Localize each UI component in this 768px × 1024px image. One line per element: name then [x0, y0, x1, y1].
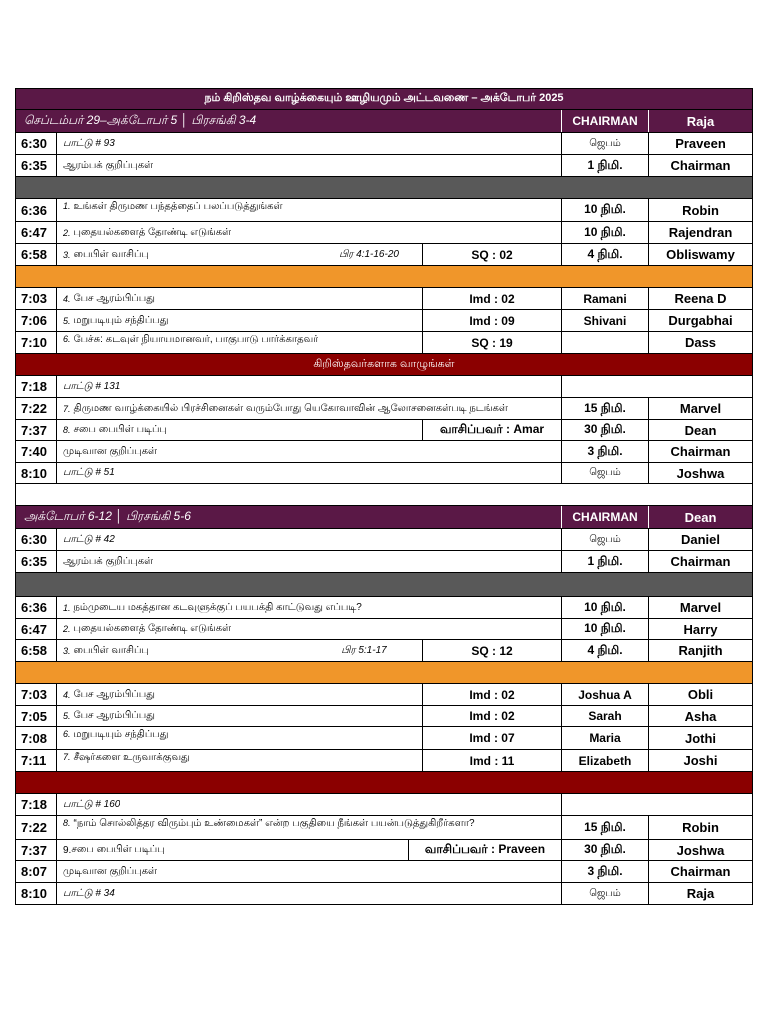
- assignee: Robin: [648, 816, 752, 839]
- part-number: 4.: [63, 689, 71, 700]
- part-number: 5.: [63, 315, 71, 326]
- time: 7:05: [16, 706, 57, 726]
- duration: 15 நிமி.: [561, 816, 648, 839]
- reader: வாசிப்பவர் : Amar: [422, 420, 561, 440]
- part-text: பேச ஆரம்பிப்பது: [73, 688, 155, 700]
- part-text: பைபிள் வாசிப்பு: [73, 644, 149, 656]
- study-point: Imd : 11: [422, 750, 561, 771]
- assignee: Obliswamy: [648, 244, 752, 265]
- part-text: புதையல்களைத் தோண்டி எடுங்கள்: [73, 226, 232, 238]
- duration: 1 நிமி.: [561, 551, 648, 572]
- time: 6:35: [16, 155, 57, 176]
- section-band-ministry: [15, 662, 753, 684]
- assignee: Joshwa: [648, 463, 752, 483]
- part-title: [57, 222, 231, 243]
- time: 7:10: [16, 332, 57, 353]
- time: 7:11: [16, 750, 57, 771]
- part-title: [57, 310, 168, 331]
- part-number: 9.: [63, 844, 72, 856]
- part-text: நம்முடைய மகத்தான கடவுளுக்குப் பயபக்தி காட்டுவது எப்படி?: [73, 601, 362, 613]
- program-row: [15, 376, 753, 398]
- assignee: Dean: [648, 420, 752, 440]
- part-number: 3.: [63, 249, 71, 260]
- assistant: Ramani: [561, 288, 648, 309]
- duration: 30 நிமி.: [561, 420, 648, 440]
- program-row: [15, 684, 753, 706]
- part-title: பாட்டு # 42: [63, 533, 115, 545]
- part-title: [57, 619, 231, 639]
- part-text: பேச ஆரம்பிப்பது: [73, 710, 155, 721]
- part-title: [57, 640, 149, 661]
- section-band-ministry: [15, 266, 753, 288]
- program-row: [15, 840, 753, 861]
- time: 6:30: [16, 133, 57, 154]
- assistant: Shivani: [561, 310, 648, 331]
- program-row: [15, 640, 753, 662]
- program-row: [15, 883, 753, 905]
- program-row: [15, 155, 753, 177]
- duration: [561, 794, 752, 815]
- scripture-reference: பிர 5:1-17: [341, 644, 387, 656]
- program-row: [15, 398, 753, 420]
- part-text: மறுபடியும் சந்திப்பது: [73, 314, 169, 326]
- study-point: Imd : 02: [422, 288, 561, 309]
- program-row: [15, 441, 753, 463]
- part-title: [57, 420, 167, 440]
- reader: வாசிப்பவர் : Praveen: [408, 840, 561, 860]
- part-text: புதையல்களைத் தோண்டி எடுங்கள்: [73, 623, 232, 634]
- time: 6:58: [16, 244, 57, 265]
- program-row: [15, 727, 753, 750]
- time: 6:35: [16, 551, 57, 572]
- program-row: [15, 199, 753, 222]
- assignee: Chairman: [648, 155, 752, 176]
- assignee: Dass: [648, 332, 752, 353]
- program-row: [15, 750, 753, 772]
- part-number: 7.: [63, 403, 71, 414]
- program-row: [15, 529, 753, 551]
- duration: ஜெபம்: [561, 133, 648, 154]
- program-row: [15, 597, 753, 619]
- assignee: Asha: [648, 706, 752, 726]
- chairman-label: CHAIRMAN: [561, 506, 648, 528]
- part-title: பாட்டு # 34: [63, 887, 115, 899]
- document-title: நம் கிறிஸ்தவ வாழ்க்கையும் ஊழியமும் அட்டவணை – அக்டோபர் 2025: [204, 92, 564, 104]
- section-band-living: [15, 354, 753, 376]
- time: 7:03: [16, 684, 57, 705]
- part-text: பைபிள் வாசிப்பு: [73, 248, 149, 260]
- program-row: [15, 332, 753, 354]
- time: 6:58: [16, 640, 57, 661]
- assignee: Joshwa: [648, 840, 752, 860]
- part-number: 7.: [63, 752, 71, 762]
- assignee: Marvel: [648, 398, 752, 419]
- part-title: [57, 398, 508, 419]
- part-title: பாட்டு # 93: [63, 137, 115, 149]
- part-number: 5.: [63, 711, 71, 721]
- part-title: [57, 199, 283, 221]
- part-text: திருமண வாழ்க்கையில் பிரச்சினைகள் வரும்போது யெகோவாவின் ஆலோசனைகள்படி நடங்கள்: [73, 402, 508, 414]
- duration: 10 நிமி.: [561, 619, 648, 639]
- week-header: [15, 506, 753, 529]
- assignee: Obli: [648, 684, 752, 705]
- assignee: Raja: [648, 883, 752, 904]
- duration: 15 நிமி.: [561, 398, 648, 419]
- part-title: பாட்டு # 160: [63, 798, 121, 810]
- assistant: Maria: [561, 727, 648, 749]
- program-row: [15, 133, 753, 155]
- week-separator: [15, 484, 753, 506]
- schedule-table: [15, 88, 753, 905]
- duration: 10 நிமி.: [561, 597, 648, 618]
- assignee: Chairman: [648, 551, 752, 572]
- program-row: [15, 244, 753, 266]
- part-title: பாட்டு # 131: [63, 380, 121, 392]
- part-title: [57, 727, 168, 749]
- time: 8:07: [16, 861, 57, 882]
- part-number: 1.: [63, 201, 71, 211]
- duration: 3 நிமி.: [561, 861, 648, 882]
- duration: 4 நிமி.: [561, 244, 648, 265]
- part-number: 6.: [63, 334, 71, 344]
- part-text: சபை பைபிள் படிப்பு: [73, 424, 167, 435]
- duration: 30 நிமி.: [561, 840, 648, 860]
- scripture-reference: பிர 4:1-16-20: [339, 248, 399, 260]
- part-title: [57, 288, 155, 309]
- part-title: முடிவான குறிப்புகள்: [63, 865, 158, 877]
- time: 7:22: [16, 816, 57, 839]
- duration: 4 நிமி.: [561, 640, 648, 661]
- program-row: [15, 619, 753, 640]
- study-point: SQ : 02: [422, 244, 561, 265]
- section-band-treasures: [15, 177, 753, 199]
- part-text: சபை பைபிள் படிப்பு: [71, 844, 165, 855]
- time: 6:36: [16, 597, 57, 618]
- duration: ஜெபம்: [561, 883, 648, 904]
- chairman-name: Dean: [648, 506, 752, 528]
- part-text: உங்கள் திருமண பந்தத்தைப் பலப்படுத்துங்கள்: [73, 201, 283, 212]
- assignee: Marvel: [648, 597, 752, 618]
- part-title: [57, 840, 165, 860]
- program-row: [15, 288, 753, 310]
- assignee: Joshi: [648, 750, 752, 771]
- duration: 1 நிமி.: [561, 155, 648, 176]
- assignee: Chairman: [648, 441, 752, 462]
- duration: ஜெபம்: [561, 463, 648, 483]
- assistant: Joshua A: [561, 684, 648, 705]
- assignee: Ranjith: [648, 640, 752, 661]
- part-title: [57, 816, 475, 839]
- time: 7:18: [16, 794, 57, 815]
- assignee: Rajendran: [648, 222, 752, 243]
- assignee: Durgabhai: [648, 310, 752, 331]
- section-heading: கிறிஸ்தவர்களாக வாழுங்கள்: [313, 357, 455, 370]
- part-text: மறுபடியும் சந்திப்பது: [73, 729, 169, 740]
- part-number: 3.: [63, 645, 71, 656]
- part-title: ஆரம்பக் குறிப்புகள்: [63, 555, 154, 567]
- time: 8:10: [16, 883, 57, 904]
- time: 7:08: [16, 727, 57, 749]
- program-row: [15, 222, 753, 244]
- time: 7:06: [16, 310, 57, 331]
- study-point: Imd : 02: [422, 706, 561, 726]
- assignee: Praveen: [648, 133, 752, 154]
- part-number: 8.: [63, 425, 71, 435]
- part-number: 4.: [63, 293, 71, 304]
- section-band-living: [15, 772, 753, 794]
- program-row: [15, 861, 753, 883]
- chairman-name: Raja: [648, 110, 752, 132]
- program-row: [15, 551, 753, 573]
- study-point: Imd : 09: [422, 310, 561, 331]
- assignee: Jothi: [648, 727, 752, 749]
- week-heading: அக்டோபர் 6-12 │ பிரசங்கி 5-6: [24, 509, 191, 523]
- program-row: [15, 463, 753, 484]
- assignee: Reena D: [648, 288, 752, 309]
- assistant: [561, 332, 648, 353]
- assignee: Daniel: [648, 529, 752, 550]
- part-number: 2.: [63, 227, 71, 238]
- part-text: பேச்சு: கடவுள் நியாயமானவர், பாகுபாடு பார்க்காதவர்: [73, 334, 319, 345]
- part-number: 6.: [63, 729, 71, 739]
- duration: ஜெபம்: [561, 529, 648, 550]
- study-point: Imd : 02: [422, 684, 561, 705]
- study-point: SQ : 19: [422, 332, 561, 353]
- part-title: பாட்டு # 51: [63, 467, 115, 478]
- time: 8:10: [16, 463, 57, 483]
- part-title: [57, 684, 155, 705]
- assignee: Chairman: [648, 861, 752, 882]
- time: 7:03: [16, 288, 57, 309]
- program-row: [15, 420, 753, 441]
- program-row: [15, 816, 753, 840]
- study-point: Imd : 07: [422, 727, 561, 749]
- time: 6:30: [16, 529, 57, 550]
- program-row: [15, 310, 753, 332]
- part-number: 1.: [63, 602, 71, 613]
- part-title: முடிவான குறிப்புகள்: [63, 445, 158, 457]
- program-row: [15, 794, 753, 816]
- part-title: [57, 332, 318, 353]
- part-title: ஆரம்பக் குறிப்புகள்: [63, 159, 154, 171]
- week-heading: செப்டம்பர் 29–அக்டோபர் 5 │ பிரசங்கி 3-4: [24, 113, 257, 127]
- assignee: Robin: [648, 199, 752, 221]
- time: 7:22: [16, 398, 57, 419]
- schedule-title-row: [15, 88, 753, 110]
- part-text: பேச ஆரம்பிப்பது: [73, 292, 155, 304]
- time: 7:37: [16, 840, 57, 860]
- duration: 10 நிமி.: [561, 222, 648, 243]
- duration: 10 நிமி.: [561, 199, 648, 221]
- part-title: [57, 706, 155, 726]
- section-band-treasures: [15, 573, 753, 597]
- part-title: [57, 244, 149, 265]
- part-text: “நாம் சொல்லித்தர விரும்பும் உண்மைகள்” என்ற பகுதியை நீங்கள் பயன்படுத்துகிறீர்களா?: [73, 818, 475, 829]
- study-point: SQ : 12: [422, 640, 561, 661]
- duration: [561, 376, 752, 397]
- time: 7:37: [16, 420, 57, 440]
- part-title: [57, 750, 190, 771]
- week-header: [15, 110, 753, 133]
- duration: 3 நிமி.: [561, 441, 648, 462]
- part-title: [57, 597, 362, 618]
- assistant: Elizabeth: [561, 750, 648, 771]
- assistant: Sarah: [561, 706, 648, 726]
- time: 6:47: [16, 222, 57, 243]
- part-text: சீஷர்களை உருவாக்குவது: [73, 752, 190, 763]
- part-number: 2.: [63, 624, 71, 634]
- time: 6:36: [16, 199, 57, 221]
- program-row: [15, 706, 753, 727]
- time: 6:47: [16, 619, 57, 639]
- time: 7:40: [16, 441, 57, 462]
- chairman-label: CHAIRMAN: [561, 110, 648, 132]
- assignee: Harry: [648, 619, 752, 639]
- time: 7:18: [16, 376, 57, 397]
- part-number: 8.: [63, 818, 71, 828]
